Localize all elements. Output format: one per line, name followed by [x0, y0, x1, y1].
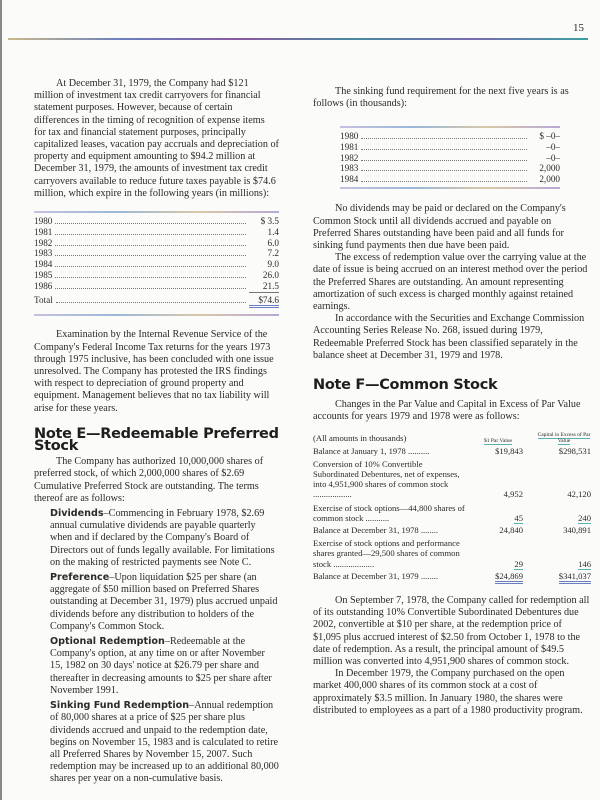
note-e-intro: The Company has authorized 10,000,000 shares of preferred stock, of which 2,000,000 shares of $2.69 Cumulative Preferred Stock are outstanding. The terms thereof are as follows: [34, 456, 264, 504]
excess-paragraph: The excess of redemption value over the carrying value at the date of issue is being accrued on an interest method over the period the Preferred Shares are outstanding. An amount representing amortization of such excess is charged monthly against retained earnings. [313, 252, 588, 312]
term-title: Optional Redemption [50, 636, 165, 648]
table-row: Balance at December 31, 1979 ........ $24,869 $341,037 [313, 569, 591, 581]
sinking-fund-table [340, 126, 560, 189]
purchase-paragraph: In December 1979, the Company purchased on the open market 400,000 shares of its common stock at a cost of approximately $3.5 million. In January 1980, the shares were distributed to employees as a part of a 1980 productivity program. [313, 668, 583, 716]
table-top-rule [34, 211, 279, 213]
table-row: 1980 $ 3.5 [34, 216, 279, 227]
term-optional-redemption: Optional Redemption–Redeemable at the Company's option, at any time on or after November 15, 1982 on 30 days' notice at $26.79 per share and thereafter in decreasing amounts to $25 per share after November 1991. [50, 636, 272, 696]
table-row: 1983 2,000 [340, 163, 560, 174]
header-rule [8, 38, 588, 40]
table-row: Exercise of stock options and performance shares granted—29,500 shares of common stock ................... 29 146 [313, 538, 591, 569]
table-row: Exercise of stock options—44,800 shares of common stock ........... 45 240 [313, 502, 591, 523]
note-e-heading: Note E—Redeemable Preferred Stock [34, 425, 279, 455]
dividends-paragraph: No dividends may be paid or declared on the Company's Common Stock until all dividends accrued and payable on Preferred Shares outstanding have been paid and all funds for sinking fund payments then due have been paid. [313, 203, 566, 251]
page-number: 15 [573, 22, 584, 34]
term-sinking-fund-redemption: Sinking Fund Redemption–Annual redemption of 80,000 shares at a price of $25 per share plus dividends accrued and unpaid to the redemption date, begins on November 15, 1983 and is calculated to retire all Preferred Shares by November 15, 2007. Such redemption may be increased up to an additional 80,000 shares per year on a non-cumulative basis. [50, 700, 279, 785]
term-title: Preference [50, 572, 110, 584]
table-row: 1985 26.0 [34, 270, 279, 281]
table-row: Balance at January 1, 1978 .......... $19,843 $298,531 [313, 445, 591, 456]
carryover-table [34, 216, 279, 308]
term-dividends: Dividends–Commencing in February 1978, $2.69 annual cumulative dividends are payable quarterly when and if declared by the Company's Board of Directors out of funds legally available. For limitations on the making of restricted payments see Note C. [50, 508, 275, 568]
sinking-fund-intro: The sinking fund requirement for the next five years is as follows (in thousands): [313, 86, 569, 110]
table-top-rule [340, 126, 560, 128]
table-row: 1983 7.2 [34, 248, 279, 259]
page-edge [0, 0, 2, 800]
table-bottom-rule [34, 314, 279, 316]
note-f-heading: Note F—Common Stock [313, 377, 498, 394]
redemption-paragraph: On September 7, 1978, the Company called for redemption all of its outstanding 10% Convertible Subordinated Debentures due 2002, convertible at $10 per share, at the redemption price of $1,095 plus accrued interest of $2.50 from October 1, 1978 to the date of redemption. As a result, the principal amount of $49.5 million was converted into 4,951,900 shares of common stock. [313, 595, 590, 668]
term-preference: Preference–Upon liquidation $25 per share (an aggregate of $50 million based on Preferred Shares outstanding at December 31, 1979) plus accrued unpaid dividends before any distribution to holders of the Company's Common Stock. [50, 572, 278, 632]
table-row: 1981 1.4 [34, 226, 279, 237]
table-row: Balance at December 31, 1978 ........ 24,840 340,891 [313, 525, 591, 536]
table-header-label: (All amounts in thousands) [313, 433, 407, 444]
table-total-row: Total $74.6 [34, 295, 279, 309]
common-stock-table [313, 432, 591, 581]
column-header: $1 Par Value [483, 437, 512, 444]
table-bottom-rule [340, 187, 560, 189]
irs-paragraph: Examination by the Internal Revenue Service of the Company's Federal Income Tax returns for the years 1973 through 1975 inclusive, has been concluded with one issue unresolved. The Company has protested the IRS findings with respect to depreciation of ground property and equipment. Management believes that no tax liability will arise for these years. [34, 329, 274, 414]
table-row: 1982 6.0 [34, 237, 279, 248]
term-title: Sinking Fund Redemption [50, 700, 190, 712]
table-row: 1984 2,000 [340, 173, 560, 184]
sec-paragraph: In accordance with the Securities and Exchange Commission Accounting Series Release No. 268, issued during 1979, Redeemable Preferred Stock has been classified separately in the balance sheet at December 31, 1979 and 1978. [313, 313, 585, 361]
table-row: 1982 –0– [340, 152, 560, 163]
table-row: 1980 $ –0– [340, 131, 560, 142]
term-title: Dividends [50, 508, 104, 520]
table-row: 1981 –0– [340, 142, 560, 152]
note-f-intro: Changes in the Par Value and Capital in Excess of Par Value accounts for years 1979 and 1978 were as follows: [313, 399, 581, 423]
column-header: Capital in Excess of Par Value [537, 431, 591, 444]
right-column [313, 86, 591, 717]
table-header-row [313, 432, 591, 444]
tax-credit-paragraph: At December 31, 1979, the Company had $121 million of investment tax credit carryovers for financial statement purposes. However, because of certain differences in the timing of recognition of expense items for tax and financial statement purposes, principally capitalized leases, vacation pay accruals and depreciation of property and equipment amounting to $94.2 million at December 31, 1979, the amounts of investment tax credit carryovers available to reduce future taxes payable is $74.6 million, which expire in the following years (in millions): [34, 78, 279, 199]
table-row: Conversion of 10% Convertible Subordinated Debentures, net of expenses, into 4,951,900 shares of common stock .................. 4,952 42,120 [313, 458, 591, 500]
table-row: 1986 21.5 [34, 280, 279, 291]
left-column [34, 78, 279, 786]
table-row: 1984 9.0 [34, 259, 279, 270]
